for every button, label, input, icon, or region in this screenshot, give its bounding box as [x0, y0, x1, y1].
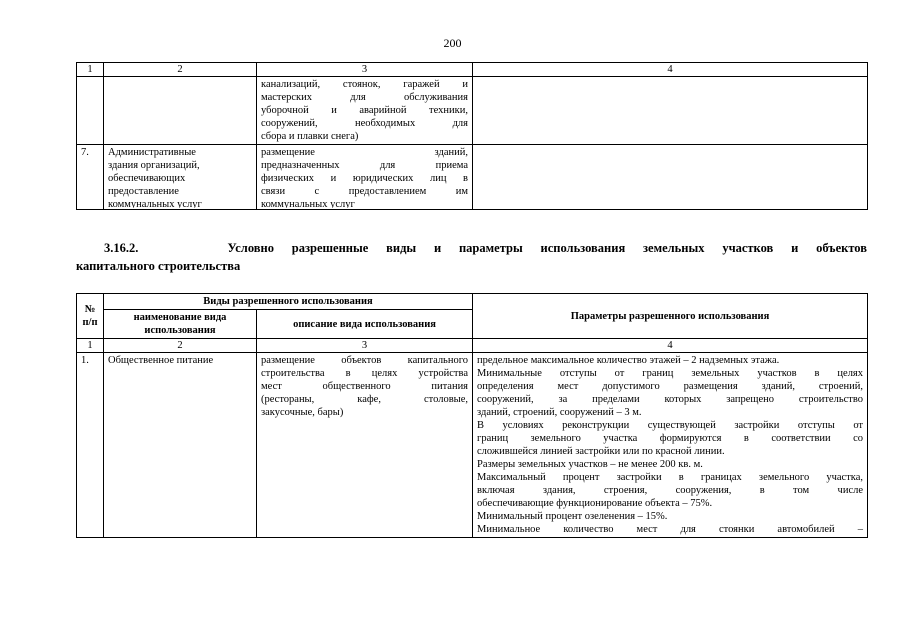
desc-line: (рестораны, кафе, столовые, [261, 394, 469, 405]
desc-line: уборочной и аварийной техники, [261, 105, 468, 116]
col-number-4: 4 [473, 339, 868, 353]
cell-desc [257, 353, 473, 538]
col-number-2: 2 [104, 63, 257, 77]
col-number-2: 2 [104, 339, 257, 353]
cell-desc-continued [257, 77, 473, 145]
col-number-3: 3 [257, 339, 473, 353]
cell-name: Общественное питание [104, 353, 257, 538]
params-line: Размеры земельных участков – не менее 200 кв. м. [477, 459, 703, 470]
params-line: включая здания, строения, сооружения, в том числе [477, 485, 864, 496]
table-row-continued [77, 77, 868, 145]
header-row-1 [77, 294, 868, 310]
params-line: определения мест допустимого размещения зданий, строений, [477, 381, 864, 392]
desc-line: физических и юридических лиц в [261, 173, 468, 184]
desc-line: строительства в целях устройства [261, 368, 469, 379]
cell-params [473, 353, 868, 538]
column-number-row [77, 339, 868, 353]
desc-line: коммунальных услуг [261, 199, 355, 208]
params-line: границ земельного участка формируются в соответствии со [477, 433, 864, 444]
header-num: № п/п [77, 294, 104, 339]
cell-num-empty [77, 77, 104, 145]
desc-line: закусочные, бары) [261, 407, 344, 418]
desc-line: сбора и плавки снега) [261, 131, 359, 142]
params-line: предельное максимальное количество этажей – 2 надземных этажа. [477, 355, 780, 366]
params-line: Минимальное количество мест для стоянки автомобилей – [477, 524, 864, 535]
params-line: сооружений, за пределами которых запрещено строительство [477, 394, 864, 405]
desc-line: мастерских для обслуживания [261, 92, 468, 103]
table-continued [76, 62, 868, 210]
col-number-1: 1 [77, 339, 104, 353]
desc-line: мест общественного питания [261, 381, 469, 392]
section-heading [76, 239, 867, 275]
cell-params-empty [473, 145, 868, 210]
row-number: 1. [77, 353, 104, 538]
header-group: Виды разрешенного использования [104, 294, 473, 310]
header-params: Параметры разрешенного использования [473, 294, 868, 339]
params-line: Минимальные отступы от границ земельных участков в целях [477, 368, 864, 379]
name-line: предоставление [108, 186, 179, 197]
header-desc: описание вида использования [257, 310, 473, 339]
desc-line: предназначенных для приема [261, 160, 468, 171]
cell-name [104, 145, 257, 210]
name-line: коммунальных услуг [108, 199, 202, 208]
page-number: 200 [443, 36, 462, 50]
desc-line: связи с предоставлением им [261, 186, 468, 197]
col-number-1: 1 [77, 63, 104, 77]
name-line: Административные [108, 147, 196, 158]
col-number-4: 4 [473, 63, 868, 77]
params-line: Минимальный процент озеленения – 15%. [477, 511, 668, 522]
column-number-row [77, 63, 868, 77]
desc-line: канализаций, стоянок, гаражей и [261, 79, 468, 90]
params-line: В условиях реконструкции существующей застройки отступы от [477, 420, 864, 431]
section-heading-line1 [76, 239, 867, 257]
cell-name-empty [104, 77, 257, 145]
table-row-1 [77, 353, 868, 538]
desc-line: размещение зданий, [261, 147, 468, 158]
name-line: здания организаций, [108, 160, 200, 171]
params-line: обеспечивающие функционирование объекта – 75%. [477, 498, 713, 509]
header-name: наименование вида использования [104, 310, 257, 339]
section-title-part2: капитального строительства [76, 259, 241, 273]
section-title-part1: Условно разрешенные виды и параметры использования земельных участков и объектов [227, 241, 867, 255]
params-line: сложившейся линией застройки или по красной линии. [477, 446, 725, 457]
name-line: обеспечивающих [108, 173, 186, 184]
cell-desc [257, 145, 473, 210]
section-number: 3.16.2. [104, 241, 139, 255]
params-line: Максимальный процент застройки в границах земельного участка, [477, 472, 864, 483]
desc-line: сооружений, необходимых для [261, 118, 468, 129]
table-conditional-uses [76, 293, 868, 538]
table-row-7 [77, 145, 868, 210]
row-number: 7. [77, 145, 104, 210]
params-line: зданий, строений, сооружений – 3 м. [477, 407, 642, 418]
cell-params-empty [473, 77, 868, 145]
desc-line: размещение объектов капитального [261, 355, 469, 366]
col-number-3: 3 [257, 63, 473, 77]
